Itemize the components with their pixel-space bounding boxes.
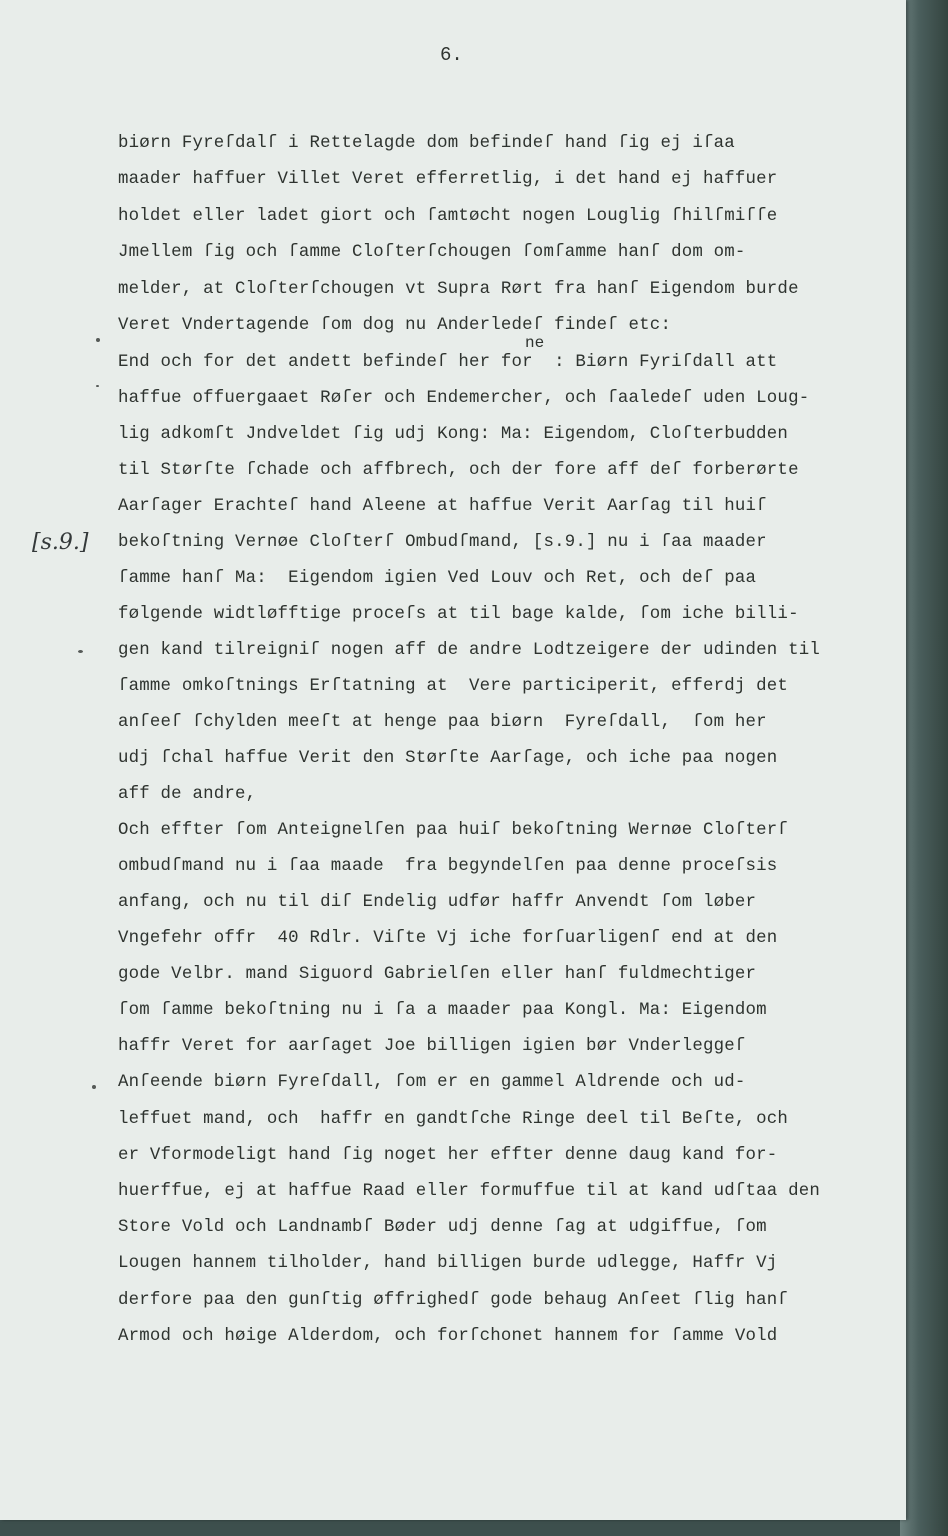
text-line: gen kand tilreigniſ nogen aff de andre Lodtzeigere der udinden til [118, 641, 820, 660]
text-line: End och for det andett befindeſ her for : Biørn Fyriſdall att [118, 353, 778, 372]
text-line: følgende widtløfftige proceſs at til bage kalde, ſom iche billi- [118, 605, 799, 624]
text-line: maader haffuer Villet Veret efferretlig, i det hand ej haffuer [118, 170, 778, 189]
text-line: Jmellem ſig och ſamme Cloſterſchougen ſomſamme hanſ dom om- [118, 243, 746, 262]
text-line: Armod och høige Alderdom, och forſchonet hannem for ſamme Vold [118, 1327, 778, 1346]
text-line: Anſeende biørn Fyreſdall, ſom er en gammel Aldrende och ud- [118, 1073, 746, 1092]
text-line: ſom ſamme bekoſtning nu i ſa a maader paa Kongl. Ma: Eigendom [118, 1001, 767, 1020]
text-line: leffuet mand, och haffr en gandtſche Ringe deel til Beſte, och [118, 1110, 789, 1129]
text-line: er Vformodeligt hand ſig noget her effter denne daug kand for- [118, 1146, 778, 1165]
text-line: lig adkomſt Jndveldet ſig udj Kong: Ma: Eigendom, Cloſterbudden [118, 425, 789, 444]
text-line: Och effter ſom Anteignelſen paa huiſ bekoſtning Wernøe Cloſterſ [118, 821, 789, 840]
text-line: gode Velbr. mand Siguord Gabrielſen eller hanſ fuldmechtiger [118, 965, 757, 984]
text-line: Aarſager Erachteſ hand Aleene at haffue Verit Aarſag til huiſ [118, 497, 767, 516]
text-line: bekoſtning Vernøe Cloſterſ Ombudſmand, [s.9.] nu i ſaa maader [118, 533, 767, 552]
margin-mark [96, 385, 99, 387]
text-line: anſeeſ ſchylden meeſt at henge paa biørn Fyreſdall, ſom her [118, 713, 767, 732]
margin-mark [96, 338, 100, 342]
text-line: huerffue, ej at haffue Raad eller formuffue til at kand udſtaa den [118, 1182, 820, 1201]
interlinear-insertion: ne [525, 334, 545, 352]
margin-mark [78, 650, 83, 653]
text-line: udj ſchal haffue Verit den Størſte Aarſage, och iche paa nogen [118, 749, 778, 768]
text-line: derfore paa den gunſtig øffrighedſ gode behaug Anſeet ſlig hanſ [118, 1291, 789, 1310]
page-number: 6. [440, 44, 463, 66]
text-line: Vngefehr offr 40 Rdlr. Viſte Vj iche forſuarligenſ end at den [118, 929, 778, 948]
text-line: Lougen hannem tilholder, hand billigen burde udlegge, Haffr Vj [118, 1254, 778, 1273]
text-line: haffue offuergaaet Røſer och Endemercher, och ſaaledeſ uden Loug- [118, 389, 810, 408]
text-line: biørn Fyreſdalſ i Rettelagde dom befindeſ hand ſig ej iſaa [118, 134, 735, 153]
text-line: ombudſmand nu i ſaa maade fra begyndelſen paa denne proceſsis [118, 857, 778, 876]
margin-note: [s.9.] [32, 530, 89, 555]
text-line: Veret Vndertagende ſom dog nu Anderledeſ findeſ etc: [118, 316, 672, 335]
text-line: melder, at Cloſterſchougen vt Supra Rørt fra hanſ Eigendom burde [118, 280, 799, 299]
text-line: ſamme hanſ Ma: Eigendom igien Ved Louv och Ret, och deſ paa [118, 569, 757, 588]
text-line: ſamme omkoſtnings Erſtatning at Vere participerit, efferdj det [118, 677, 789, 696]
text-line: til Størſte ſchade och affbrech, och der fore aff deſ forberørte [118, 461, 799, 480]
text-line: Store Vold och Landnambſ Bøder udj denne ſag at udgiffue, ſom [118, 1218, 767, 1237]
text-line: anfang, och nu til diſ Endelig udfør haffr Anvendt ſom løber [118, 893, 757, 912]
text-line: haffr Veret for aarſaget Joe billigen igien bør Vnderleggeſ [118, 1037, 746, 1056]
text-line: aff de andre, [118, 785, 257, 804]
text-line: holdet eller ladet giort och ſamtøcht nogen Louglig ſhilſmiſſe [118, 207, 778, 226]
archive-binding [900, 0, 948, 1536]
margin-mark [92, 1085, 96, 1089]
